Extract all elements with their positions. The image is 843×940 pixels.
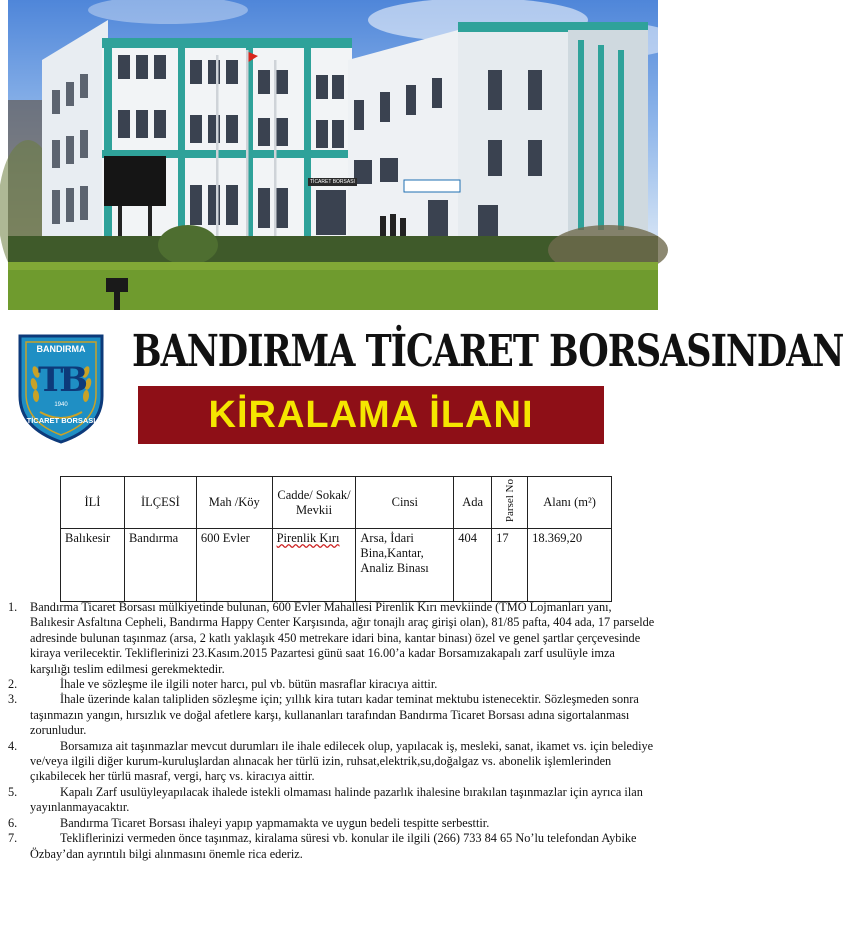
header-ilcesi: İLÇESİ — [124, 477, 196, 529]
seal-top-text: BANDIRMA — [36, 344, 86, 354]
clause-number: 3. — [8, 692, 18, 707]
cell-ili: Balıkesir — [61, 529, 125, 602]
table-row — [61, 529, 612, 602]
clause-number: 2. — [8, 677, 18, 692]
header-ili: İLİ — [61, 477, 125, 529]
clause-text: Bandırma Ticaret Borsası ihaleyi yapıp yapmamakta ve uygun bedeli tespitte serbesttir. — [60, 815, 490, 830]
list-item — [8, 600, 656, 677]
list-item — [8, 739, 656, 785]
list-item — [8, 831, 656, 862]
photo-sign: TİCARET BORSASI — [310, 179, 355, 185]
header-cinsi: Cinsi — [356, 477, 454, 529]
property-table — [60, 476, 612, 602]
cell-ilcesi: Bandırma — [124, 529, 196, 602]
header-parsel — [492, 477, 528, 529]
building-illustration — [8, 0, 658, 310]
cell-mah: 600 Evler — [196, 529, 272, 602]
list-item — [8, 785, 656, 816]
clause-number: 4. — [8, 738, 18, 753]
seal-year: 1940 — [54, 402, 68, 408]
clause-number: 6. — [8, 815, 18, 830]
notice-banner — [138, 386, 604, 444]
cell-alani: 18.369,20 — [528, 529, 612, 602]
banner-text: KİRALAMA İLANI — [208, 393, 534, 436]
list-item — [8, 692, 656, 738]
header-ada: Ada — [454, 477, 492, 529]
cell-mevkii-text: Pirenlik Kırı — [276, 531, 340, 546]
clause-text: Tekliflerinizi vermeden önce taşınmaz, kiralama süresi vb. konular ile ilgili (266) 733 84 65 No’lu telefondan Aybike Özbay’dan ayrıntılı bilgi alınmasını önemle rica ederiz. — [30, 831, 637, 861]
clause-number: 7. — [8, 831, 18, 846]
notice-clauses — [8, 600, 656, 862]
header-alani: Alanı (m²) — [528, 477, 612, 529]
clause-text: Bandırma Ticaret Borsası mülkiyetinde bulunan, 600 Evler Mahallesi Pirenlik Kırı mevkiinde (TMO Lojmanları yanı, Balıkesir Asfaltına Cepheli, Bandırma Happy Center Karşısında, ağır tonajlı araç girişi olan), 81/85 pafta, 404 ada, 17 parselde adresinde bulunan taşınmaz (arsa, 2 katlı yaklaşık 450 metrekare idari bina, kantar binası) özel ve genel şartlar çerçevesinde kiraya verilecektir. Tekliflerinizi 23.Kasım.2015 Pazartesi günü saat 16.00’a kadar Borsamızakapalı zarf usulüyle imza karşılığı teslim edilmesi gerekmektedir. — [30, 600, 655, 676]
clause-text: Borsamıza ait taşınmazlar mevcut durumları ile ihale edilecek olup, yapılacak iş, mesleki, sanat, ikamet vs. için belediye ve/veya ilgili diğer kurum-kuruluşlardan alınacak her türlü izin, ruhsat,elektrik,su,doğalgaz vs. abonelik işlemlerinden çıkabilecek her türlü masraf, vergi, harç vs. kiracıya aittir. — [30, 738, 654, 784]
clause-text: İhale üzerinde kalan talipliden sözleşme için; yıllık kira tutarı kadar teminat mektubu istenecektir. Sözleşmeden sonra taşınmazın yangın, hırsızlık ve doğal afetlere karşı, kullananları tarafından Bandırma Ticaret Borsası adına sigortalanması zorunludur. — [30, 692, 639, 738]
cell-ada: 404 — [454, 529, 492, 602]
list-item — [8, 816, 656, 831]
cell-cinsi: Arsa, İdari Bina,Kantar, Analiz Binası — [356, 529, 454, 602]
clause-number: 1. — [8, 600, 18, 614]
seal-bottom-text: TİCARET BORSASI — [26, 416, 96, 425]
clause-text: İhale ve sözleşme ile ilgili noter harcı, pul vb. bütün masraflar kiracıya aittir. — [60, 677, 438, 692]
page-title: BANDIRMA TİCARET BORSASINDAN — [132, 326, 843, 378]
cell-mevkii — [272, 529, 356, 602]
list-item — [8, 677, 656, 692]
header-mevkii: Cadde/ Sokak/ Mevkii — [272, 477, 356, 529]
header-parsel-text: Parsel No — [503, 479, 516, 523]
building-photo — [8, 0, 658, 310]
clause-text: Kapalı Zarf usulüyleyapılacak ihalede istekli olmaması halinde pazarlık ihalesine bırakılan taşınmazlar için ayrıca ilan yayınlanmayacaktır. — [30, 784, 643, 815]
table-header-row — [61, 477, 612, 529]
seal-monogram: TB — [37, 360, 85, 400]
header-mah: Mah /Köy — [196, 477, 272, 529]
clause-number: 5. — [8, 784, 18, 799]
cell-parsel: 17 — [492, 529, 528, 602]
chamber-seal-logo — [16, 332, 106, 444]
